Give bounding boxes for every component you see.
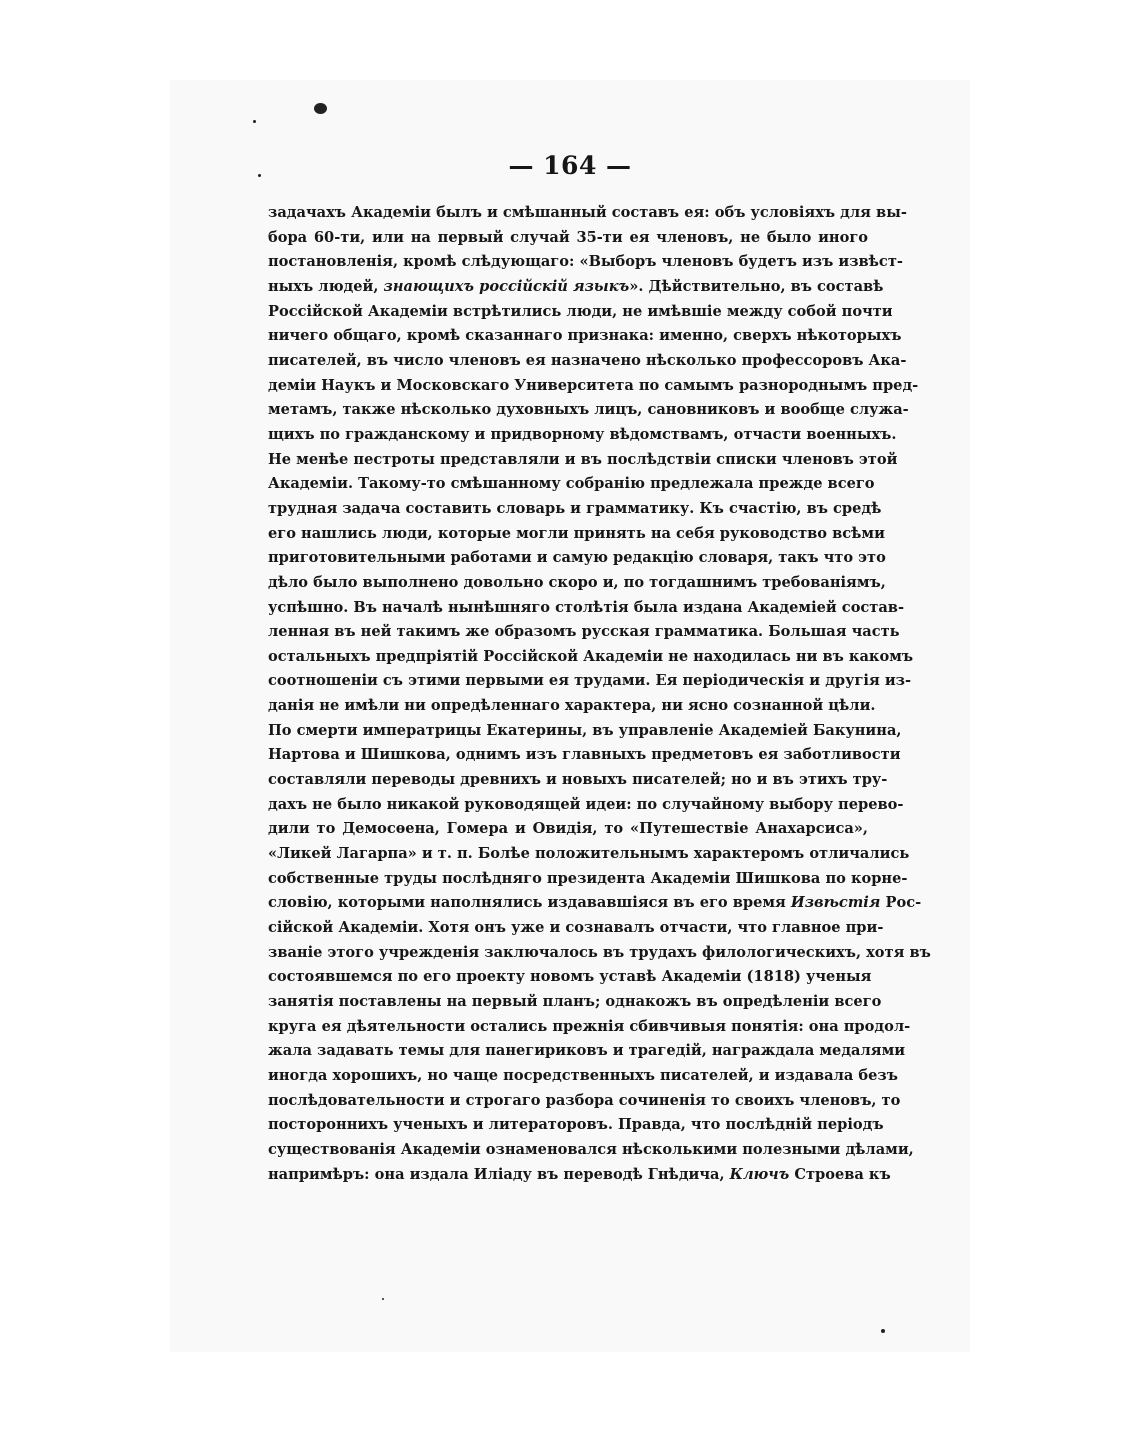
- text-line: [268, 250, 903, 275]
- italic-text: Ключъ: [729, 1165, 790, 1183]
- text-line: [268, 497, 882, 522]
- text-segment: дѣло было выполнено довольно скоро и, по тогдашнимъ требованіямъ,: [268, 573, 886, 591]
- text-segment: сійской Академіи. Хотя онъ уже и сознавалъ отчасти, что главное при-: [268, 919, 884, 937]
- text-line: [268, 571, 886, 596]
- text-segment: По смерти императрицы Екатерины, въ управленіе Академіей Бакунина,: [268, 721, 902, 739]
- text-segment: иногда хорошихъ, но чаще посредственныхъ писателей, и издавала безъ: [268, 1066, 898, 1084]
- text-segment: ныхъ людей,: [268, 277, 384, 295]
- text-segment: послѣдовательности и строгаго разбора сочиненія то своихъ членовъ, то: [268, 1091, 901, 1109]
- body-text: [268, 201, 931, 1187]
- text-segment: существованія Академіи ознаменовался нѣсколькими полезными дѣлами,: [268, 1140, 914, 1158]
- ink-speck: [314, 103, 327, 114]
- italic-text: Извѣстія: [790, 894, 881, 912]
- ink-speck: [382, 1298, 384, 1300]
- text-line: [268, 842, 910, 867]
- text-segment: Рос-: [880, 894, 922, 912]
- text-segment: деміи Наукъ и Московскаго Университета по самымъ разнороднымъ пред-: [268, 376, 919, 394]
- text-segment: щихъ по гражданскому и придворному вѣдомствамъ, отчасти военныхъ.: [268, 425, 897, 443]
- ink-speck: [881, 1329, 885, 1333]
- text-line: [268, 1089, 901, 1114]
- text-segment: бора 60-ти, или на первый случай 35-ти ея членовъ, не было иного: [268, 228, 868, 246]
- text-line: [268, 1113, 884, 1138]
- text-line: [268, 472, 875, 497]
- text-line: [268, 867, 908, 892]
- text-line: [268, 423, 897, 448]
- text-line: [268, 645, 914, 670]
- text-line: [268, 546, 886, 571]
- text-segment: остальныхъ предпріятій Россійской Академіи не находилась ни въ какомъ: [268, 647, 914, 665]
- text-line: [268, 1064, 898, 1089]
- text-line: [268, 941, 931, 966]
- text-line: [268, 768, 888, 793]
- text-segment: Академіи. Такому-то смѣшанному собранію предлежала прежде всего: [268, 475, 875, 493]
- text-segment: дахъ не было никакой руководящей идеи: по случайному выбору перево-: [268, 795, 904, 813]
- text-segment: состоявшемся по его проекту новомъ уставѣ Академіи (1818) ученыя: [268, 968, 872, 986]
- text-segment: занятія поставлены на первый планъ; однакожъ въ опредѣленіи всего: [268, 993, 882, 1010]
- italic-text: знающихъ россійскій языкъ: [383, 277, 630, 295]
- text-line: [268, 374, 919, 399]
- text-line: [268, 1039, 906, 1064]
- text-line: [268, 793, 904, 818]
- text-segment: приготовительными работами и самую редакцію словаря, такъ что это: [268, 549, 886, 567]
- text-segment: Строева къ: [789, 1165, 891, 1183]
- text-line: [268, 891, 922, 916]
- text-line: [268, 201, 907, 226]
- text-segment: словію, которыми наполнялись издававшіяся въ его время: [268, 894, 791, 912]
- page-number: — 164 —: [508, 151, 632, 180]
- text-segment: постороннихъ ученыхъ и литераторовъ. Правда, что послѣдній періодъ: [268, 1116, 884, 1134]
- text-segment: Не менѣе пестроты представляли и въ послѣдствіи списки членовъ этой: [268, 450, 898, 468]
- text-line: [268, 965, 872, 990]
- text-segment: метамъ, также нѣсколько духовныхъ лицъ, сановниковъ и вообще служа-: [268, 401, 909, 419]
- text-line: [268, 596, 905, 621]
- text-line: [268, 349, 907, 374]
- text-segment: трудная задача составить словарь и грамматику. Къ счастію, въ средѣ: [268, 499, 882, 517]
- text-line: [268, 669, 912, 694]
- text-line: [268, 1015, 911, 1040]
- text-line: [268, 448, 898, 473]
- ink-speck: [253, 120, 256, 123]
- text-segment: «Ликей Лагарпа» и т. п. Болѣе положительнымъ характеромъ отличались: [268, 845, 910, 863]
- text-line: [268, 324, 902, 349]
- text-line: [268, 990, 882, 1015]
- text-line: [268, 743, 901, 768]
- text-line: [268, 300, 893, 325]
- text-segment: Россійской Академіи встрѣтились люди, не имѣвшіе между собой почти: [268, 302, 893, 320]
- text-line: [268, 817, 868, 842]
- text-segment: успѣшно. Въ началѣ нынѣшняго столѣтія была издана Академіей состав-: [268, 598, 905, 616]
- text-line: [268, 398, 909, 423]
- text-segment: напримѣръ: она издала Иліаду въ переводѣ Гнѣдича,: [268, 1165, 730, 1183]
- text-segment: соотношеніи съ этими первыми ея трудами. Ея періодическія и другія из-: [268, 672, 912, 690]
- text-segment: данія не имѣли ни опредѣленнаго характера, ни ясно сознанной цѣли.: [268, 697, 876, 715]
- text-line: [268, 916, 884, 941]
- text-segment: задачахъ Академіи былъ и смѣшанный составъ ея: объ условіяхъ для вы-: [268, 204, 907, 221]
- text-segment: ничего общаго, кромѣ сказаннаго признака: именно, сверхъ нѣкоторыхъ: [268, 327, 902, 345]
- text-line: [268, 1138, 914, 1163]
- text-segment: собственные труды послѣдняго президента Академіи Шишкова по корне-: [268, 869, 908, 887]
- text-segment: составляли переводы древнихъ и новыхъ писателей; но и въ этихъ тру-: [268, 771, 888, 789]
- text-segment: его нашлись люди, которые могли принять на себя руководство всѣми: [268, 524, 885, 542]
- text-line: [268, 226, 868, 251]
- text-segment: званіе этого учрежденія заключалось въ трудахъ филологическихъ, хотя въ: [268, 943, 931, 961]
- text-segment: постановленія, кромѣ слѣдующаго: «Выборъ членовъ будетъ изъ извѣст-: [268, 253, 903, 271]
- text-line: [268, 1163, 891, 1188]
- text-line: [268, 719, 902, 744]
- text-segment: писателей, въ число членовъ ея назначено нѣсколько профессоровъ Ака-: [268, 351, 907, 369]
- text-segment: ». Дѣйствительно, въ составѣ: [629, 277, 884, 295]
- text-segment: жала задавать темы для панегириковъ и трагедій, награждала медалями: [268, 1042, 906, 1060]
- text-segment: ленная въ ней такимъ же образомъ русская грамматика. Большая часть: [268, 623, 900, 641]
- text-line: [268, 620, 900, 645]
- text-line: [268, 275, 884, 300]
- text-line: [268, 694, 876, 719]
- text-segment: Нартова и Шишкова, однимъ изъ главныхъ предметовъ ея заботливости: [268, 746, 901, 764]
- text-segment: дили то Демосѳена, Гомера и Овидія, то «Путешествіе Анахарсиса»,: [268, 820, 868, 838]
- text-segment: круга ея дѣятельности остались прежнія сбивчивыя понятія: она продол-: [268, 1017, 911, 1035]
- text-line: [268, 522, 885, 547]
